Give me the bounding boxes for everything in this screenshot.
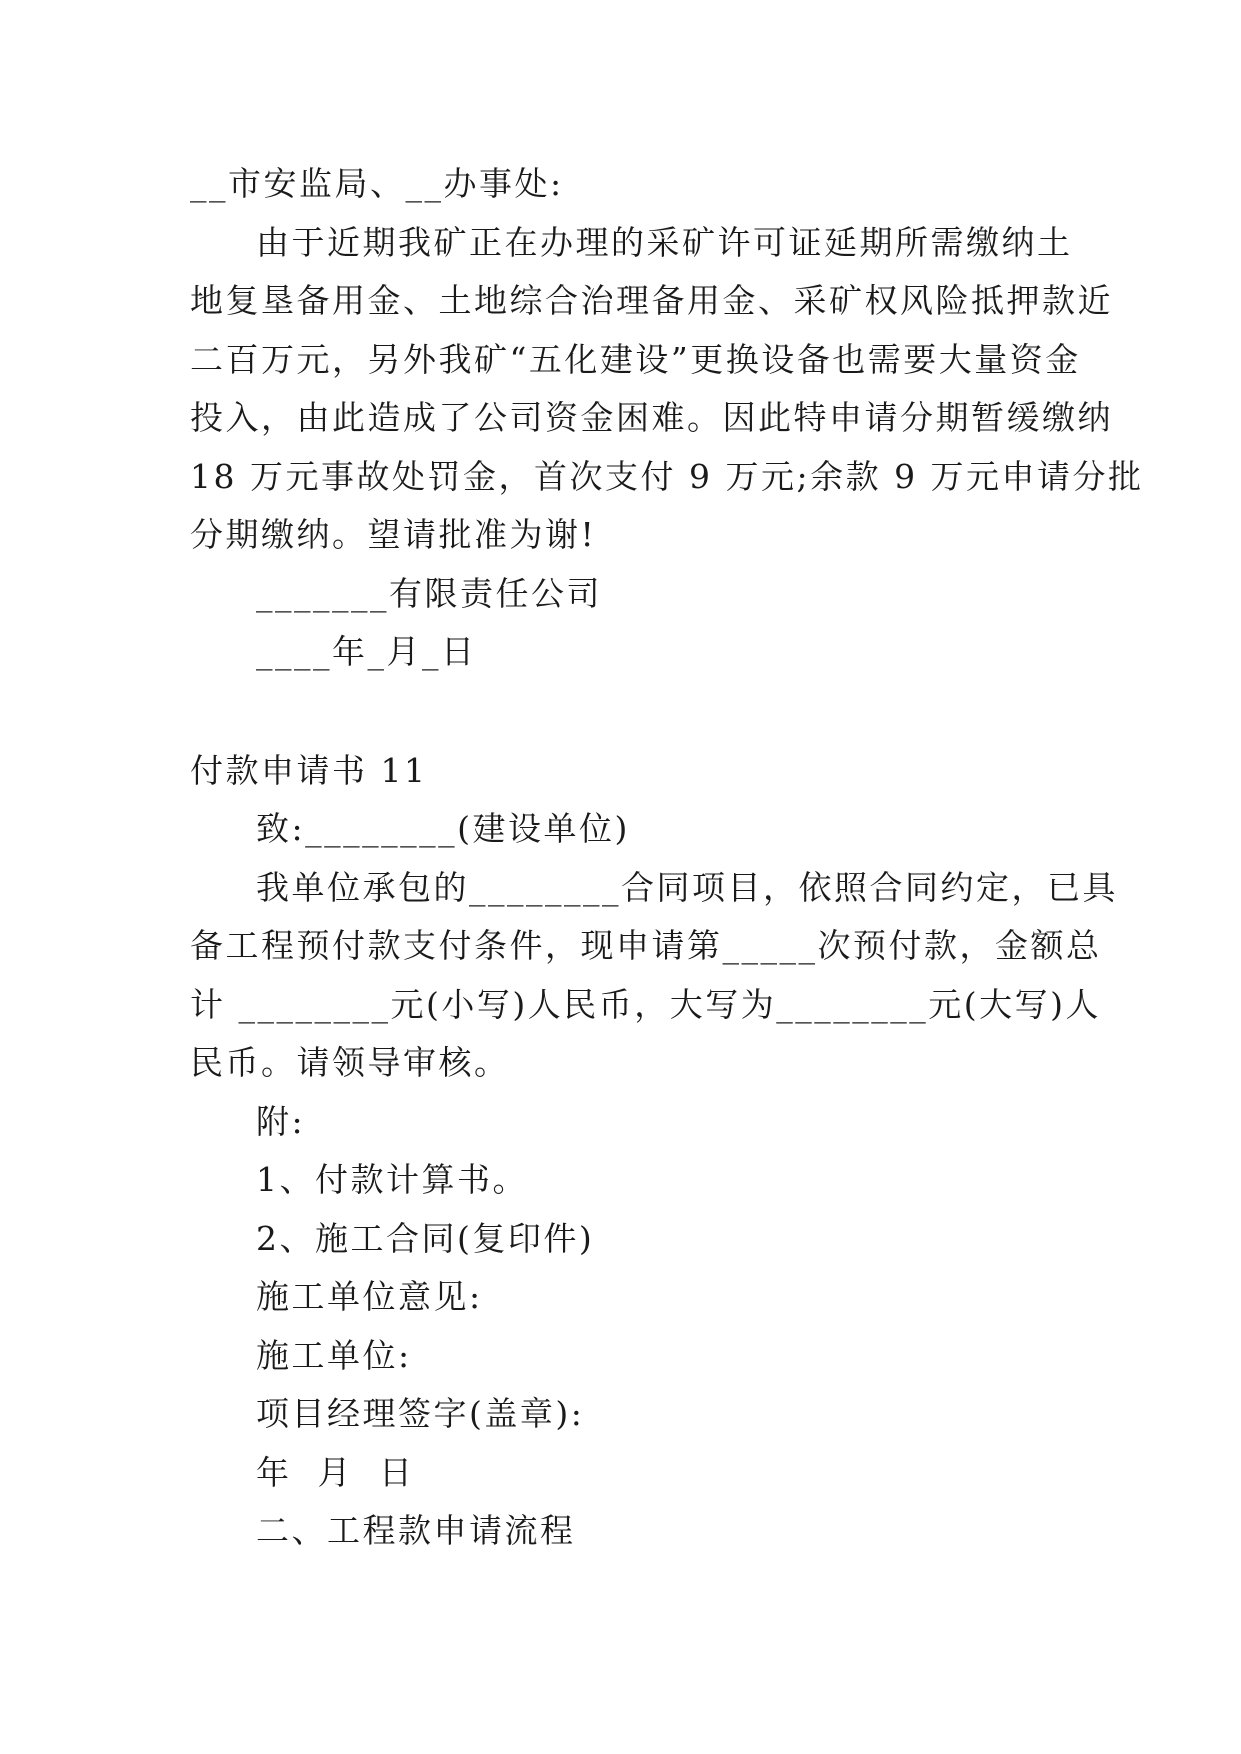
date-label: 年 月 日 <box>256 1452 415 1492</box>
paragraph-line: 民币。请领导审核。 <box>190 1043 510 1082</box>
section-gap <box>190 682 1054 742</box>
paragraph-line: 投入，由此造成了公司资金困难。因此特申请分期暂缓缴纳 <box>190 398 1113 437</box>
paragraph-line: 备工程预付款支付条件，现申请第_____次预付款，金额总 <box>190 926 1102 965</box>
paragraph-line: 计 ________元(小写)人民币，大写为________元(大写)人 <box>190 984 1101 1024</box>
paragraph-line: 由于近期我矿正在办理的采矿许可证延期所需缴纳土 <box>256 222 1073 262</box>
body-paragraph-2 <box>190 859 1118 1093</box>
unit-label: 施工单位: <box>256 1335 412 1375</box>
document-page <box>190 155 1144 1561</box>
paragraph-line: 18 万元事故处罚金，首次支付 9 万元;余款 9 万元申请分批 <box>190 456 1144 496</box>
signature-date: ____年_月_日 <box>256 632 477 671</box>
attachment-item: 2、施工合同(复印件) <box>256 1218 595 1258</box>
paragraph-line: 分期缴纳。望请批准为谢! <box>190 515 597 554</box>
paragraph-line: 二百万元，另外我矿“五化建设”更换设备也需要大量资金 <box>190 339 1081 379</box>
manager-sign-label: 项目经理签字(盖章): <box>256 1394 585 1433</box>
paragraph-line: 地复垦备用金、土地综合治理备用金、采矿权风险抵押款近 <box>190 281 1113 320</box>
next-section-heading: 二、工程款申请流程 <box>256 1511 576 1550</box>
to-line: 致:________(建设单位) <box>256 809 630 848</box>
section-title: 付款申请书 11 <box>190 750 428 790</box>
opinion-label: 施工单位意见: <box>256 1277 483 1316</box>
body-paragraph-1 <box>190 214 1144 565</box>
signature-company: _______有限责任公司 <box>256 573 602 613</box>
salutation: __市安监局、__办事处: <box>190 164 564 203</box>
attachment-item: 1、付款计算书。 <box>256 1160 528 1199</box>
paragraph-line: 我单位承包的________合同项目，依照合同约定，已具 <box>256 867 1118 907</box>
attachments-label: 附: <box>256 1101 306 1141</box>
